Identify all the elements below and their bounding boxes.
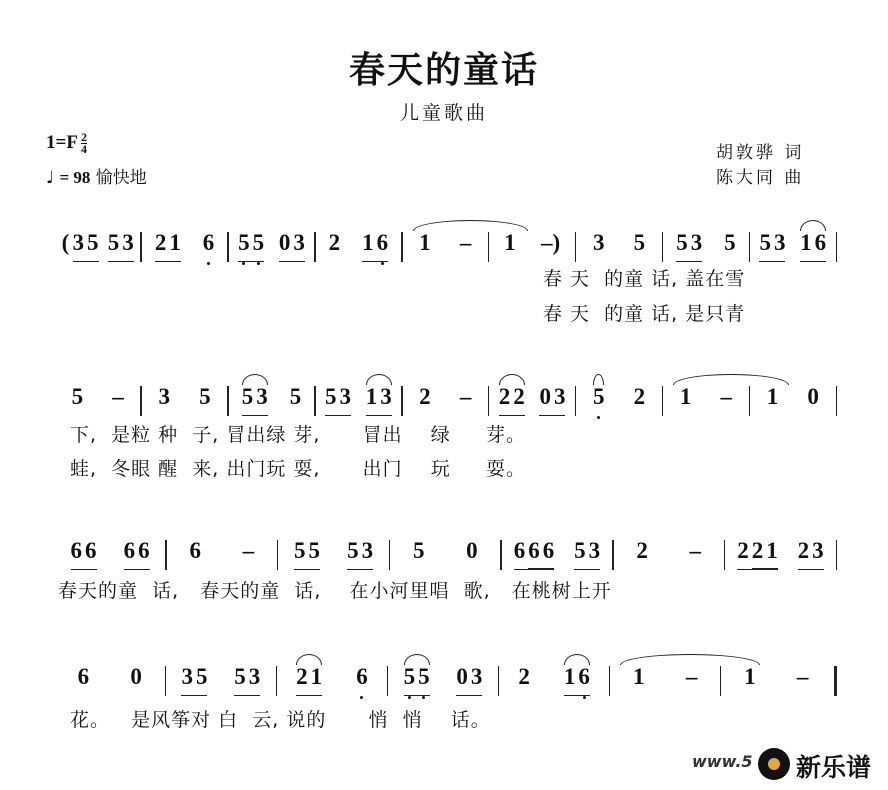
beat	[329, 230, 341, 261]
note: 6	[814, 230, 827, 255]
beat	[676, 230, 702, 262]
beat	[518, 664, 530, 695]
measure	[576, 230, 661, 266]
note: 3	[339, 384, 352, 409]
beat	[574, 538, 600, 570]
note: 5	[592, 384, 605, 409]
beat	[460, 230, 472, 261]
note: 2	[513, 384, 525, 409]
note: 5	[403, 664, 416, 689]
note: 5	[412, 538, 425, 563]
measure	[390, 538, 500, 574]
note: 6	[376, 230, 389, 255]
note: –	[459, 230, 472, 255]
note: 3	[773, 230, 786, 255]
sixteenth-group	[528, 538, 554, 569]
beat	[419, 384, 431, 415]
measure	[499, 664, 609, 700]
note: 2	[636, 538, 648, 563]
beat	[366, 384, 392, 416]
key-signature	[46, 132, 87, 155]
measure	[167, 538, 277, 574]
note: 5	[195, 664, 208, 689]
beat	[499, 384, 525, 416]
measure	[610, 664, 720, 700]
tempo-value: = 98	[59, 168, 91, 187]
note: 0	[456, 664, 468, 689]
note: 3	[158, 384, 170, 409]
note: 1	[169, 230, 181, 255]
note: –)	[540, 230, 561, 255]
note: 3	[293, 230, 305, 255]
beat	[593, 384, 605, 415]
slur	[242, 374, 268, 385]
note: 5	[289, 384, 302, 409]
score-row	[55, 384, 837, 420]
note: 3	[361, 538, 374, 563]
paren: (	[61, 230, 70, 255]
note: 5	[759, 230, 771, 255]
note: 2	[633, 384, 646, 409]
note: 6	[202, 230, 215, 255]
final-barline	[834, 666, 837, 696]
note: 5	[87, 230, 99, 255]
beat	[807, 384, 819, 415]
note: 2	[797, 538, 810, 563]
note: 3	[553, 384, 566, 409]
beat	[362, 230, 388, 262]
note: 1	[504, 230, 516, 255]
note: 2	[419, 384, 431, 409]
note: 1	[800, 230, 812, 255]
note: 1	[744, 664, 756, 689]
score-row	[55, 538, 837, 574]
beat	[325, 384, 351, 416]
note: 6	[578, 664, 590, 689]
beat	[279, 230, 305, 262]
note: 0	[466, 538, 478, 563]
note: 2	[328, 230, 341, 255]
note: 2	[498, 384, 511, 409]
measure	[316, 384, 401, 420]
lyric-line: 春 天 的童 话, 是只青	[543, 303, 746, 325]
time-bottom: 4	[80, 142, 87, 157]
beat	[124, 538, 150, 570]
note: 6	[189, 538, 202, 563]
beat	[504, 230, 516, 261]
beat	[73, 230, 99, 262]
measure	[229, 230, 314, 266]
note: 5	[252, 230, 265, 255]
beat	[798, 538, 824, 570]
beat	[404, 664, 430, 696]
note: 3	[470, 664, 483, 689]
measure	[489, 230, 574, 266]
beat	[539, 384, 565, 416]
measure	[403, 384, 488, 420]
beat	[456, 664, 482, 696]
beat	[243, 538, 255, 569]
beat	[72, 384, 84, 415]
slur	[366, 374, 392, 385]
note: –	[685, 664, 698, 689]
beat	[238, 230, 264, 262]
composer-credit: 陈大同 曲	[716, 168, 805, 188]
measure	[142, 384, 227, 420]
note: 1	[362, 230, 374, 255]
note: 3	[592, 230, 605, 255]
beat	[130, 664, 142, 695]
note: 5	[325, 384, 337, 409]
tempo-expression: 愉快地	[95, 168, 147, 188]
beat	[158, 384, 170, 415]
measure	[55, 664, 165, 700]
note: 2	[296, 664, 308, 689]
time-top: 2	[80, 130, 87, 145]
beat	[296, 664, 322, 696]
slur	[800, 220, 826, 231]
measure	[55, 230, 140, 266]
note: –	[689, 538, 701, 563]
beat	[564, 664, 590, 696]
note: 5	[347, 538, 359, 563]
beat	[800, 230, 826, 262]
measure	[142, 230, 227, 266]
beat	[686, 664, 698, 695]
note: 5	[574, 538, 586, 563]
beat	[636, 538, 648, 569]
slur	[564, 654, 590, 665]
lyric-line: 蛙, 冬眼 醒 来, 出门玩 耍, 出门 玩 耍。	[70, 458, 526, 480]
note: –	[796, 664, 809, 689]
beat	[413, 538, 425, 569]
measure	[403, 230, 488, 266]
beat	[767, 384, 779, 415]
note: 3	[588, 538, 601, 563]
beat	[737, 538, 778, 570]
note: 3	[812, 538, 824, 563]
note: 6	[77, 664, 90, 689]
watermark-url: www.5	[692, 752, 753, 771]
note: –	[242, 538, 255, 563]
time-signature	[81, 132, 87, 155]
note: –	[720, 384, 733, 409]
measure	[663, 384, 748, 420]
note: 1	[633, 664, 645, 689]
note: 5	[71, 384, 84, 409]
beat	[155, 230, 181, 262]
beat	[466, 538, 478, 569]
beat	[634, 384, 646, 415]
beat	[71, 538, 97, 570]
beat	[633, 664, 645, 695]
lyricist-credit: 胡敦骅 词	[716, 143, 805, 163]
note: 5	[199, 384, 211, 409]
slur	[499, 374, 525, 385]
vinyl-record-icon	[758, 748, 790, 780]
barline	[836, 540, 838, 570]
measure	[55, 538, 165, 574]
barline	[836, 232, 838, 262]
note: 5	[234, 664, 246, 689]
beat	[514, 538, 555, 570]
note: 0	[130, 664, 142, 689]
measure	[229, 384, 314, 420]
note: 5	[107, 230, 120, 255]
measure	[614, 538, 724, 574]
song-subtitle: 儿童歌曲	[399, 102, 488, 124]
note: 3	[181, 664, 193, 689]
slur	[296, 654, 322, 665]
note: 1	[419, 230, 431, 255]
measure	[277, 664, 387, 700]
sixteenth-group	[752, 538, 778, 569]
beat	[112, 384, 124, 415]
note: 6	[123, 538, 136, 563]
note: 5	[238, 230, 250, 255]
note: 6	[542, 538, 555, 563]
score-row	[55, 230, 837, 266]
beat	[541, 230, 560, 261]
measure	[750, 230, 835, 266]
beat	[203, 230, 215, 261]
measure	[725, 538, 835, 574]
beat	[347, 538, 373, 570]
measure	[166, 664, 276, 700]
note: 1	[563, 664, 576, 689]
note: 5	[633, 230, 646, 255]
beat	[797, 664, 809, 695]
beat	[593, 230, 605, 261]
note: 5	[241, 384, 254, 409]
note: 3	[72, 230, 85, 255]
beat	[190, 538, 202, 569]
note: –	[112, 384, 124, 409]
note: 5	[418, 664, 430, 689]
beat	[634, 230, 646, 261]
note: 2	[154, 230, 167, 255]
measure	[721, 664, 831, 700]
note: 0	[539, 384, 551, 409]
beat	[78, 664, 90, 695]
note: 3	[122, 230, 134, 255]
note: 3	[380, 384, 392, 409]
beat	[356, 664, 368, 695]
beat	[759, 230, 785, 262]
note: 1	[679, 384, 692, 409]
note: 6	[356, 664, 368, 689]
note: 6	[70, 538, 83, 563]
lyric-line: 春 天 的童 话, 盖在雪	[543, 268, 746, 290]
barline	[836, 386, 838, 416]
measure	[489, 384, 574, 420]
slur	[404, 654, 430, 665]
measure	[663, 230, 748, 266]
score-row	[55, 664, 837, 700]
measure	[576, 384, 661, 420]
note: 6	[138, 538, 150, 563]
note: 6	[513, 538, 526, 563]
beat	[199, 384, 211, 415]
note: 5	[676, 230, 688, 255]
key-label: 1=F	[46, 132, 78, 153]
beat	[290, 384, 302, 415]
note: 1	[310, 664, 323, 689]
note: –	[459, 384, 472, 409]
note: 1	[365, 384, 378, 409]
note: 3	[690, 230, 703, 255]
note: 6	[528, 538, 540, 563]
tempo-mark	[46, 163, 147, 188]
note: 0	[278, 230, 291, 255]
beat	[108, 230, 134, 262]
beat	[680, 384, 692, 415]
measure	[55, 384, 140, 420]
beat	[460, 384, 472, 415]
quarter-note-icon: ♩	[46, 168, 55, 188]
note: 5	[293, 538, 306, 563]
note: 1	[766, 384, 779, 409]
note: 5	[308, 538, 320, 563]
note: 3	[256, 384, 268, 409]
measure	[750, 384, 835, 420]
beat	[234, 664, 260, 696]
beat	[294, 538, 320, 570]
measure	[316, 230, 401, 266]
beat	[181, 664, 207, 696]
measure	[388, 664, 498, 700]
slur	[593, 374, 605, 385]
note: 2	[737, 538, 749, 563]
beat	[242, 384, 268, 416]
song-title: 春天的童话	[348, 50, 539, 91]
lyric-line: 花。 是风筝对 白 云, 说的 悄 悄 话。	[70, 709, 491, 731]
note: 6	[85, 538, 97, 563]
beat	[419, 230, 431, 261]
measure	[278, 538, 388, 574]
note: 3	[248, 664, 261, 689]
note: 2	[751, 538, 764, 563]
note: 5	[724, 230, 736, 255]
note: 1	[766, 538, 778, 563]
watermark-brand: 新乐谱	[796, 753, 872, 782]
beat	[721, 384, 733, 415]
beat	[744, 664, 756, 695]
note: 2	[518, 664, 530, 689]
note: 0	[807, 384, 819, 409]
beat	[690, 538, 702, 569]
lyric-line: 下, 是粒 种 子, 冒出绿 芽, 冒出 绿 芽。	[70, 424, 526, 446]
beat	[724, 230, 736, 261]
lyric-line: 春天的童 话, 春天的童 话, 在小河里唱 歌, 在桃树上开	[58, 580, 612, 602]
measure	[502, 538, 612, 574]
